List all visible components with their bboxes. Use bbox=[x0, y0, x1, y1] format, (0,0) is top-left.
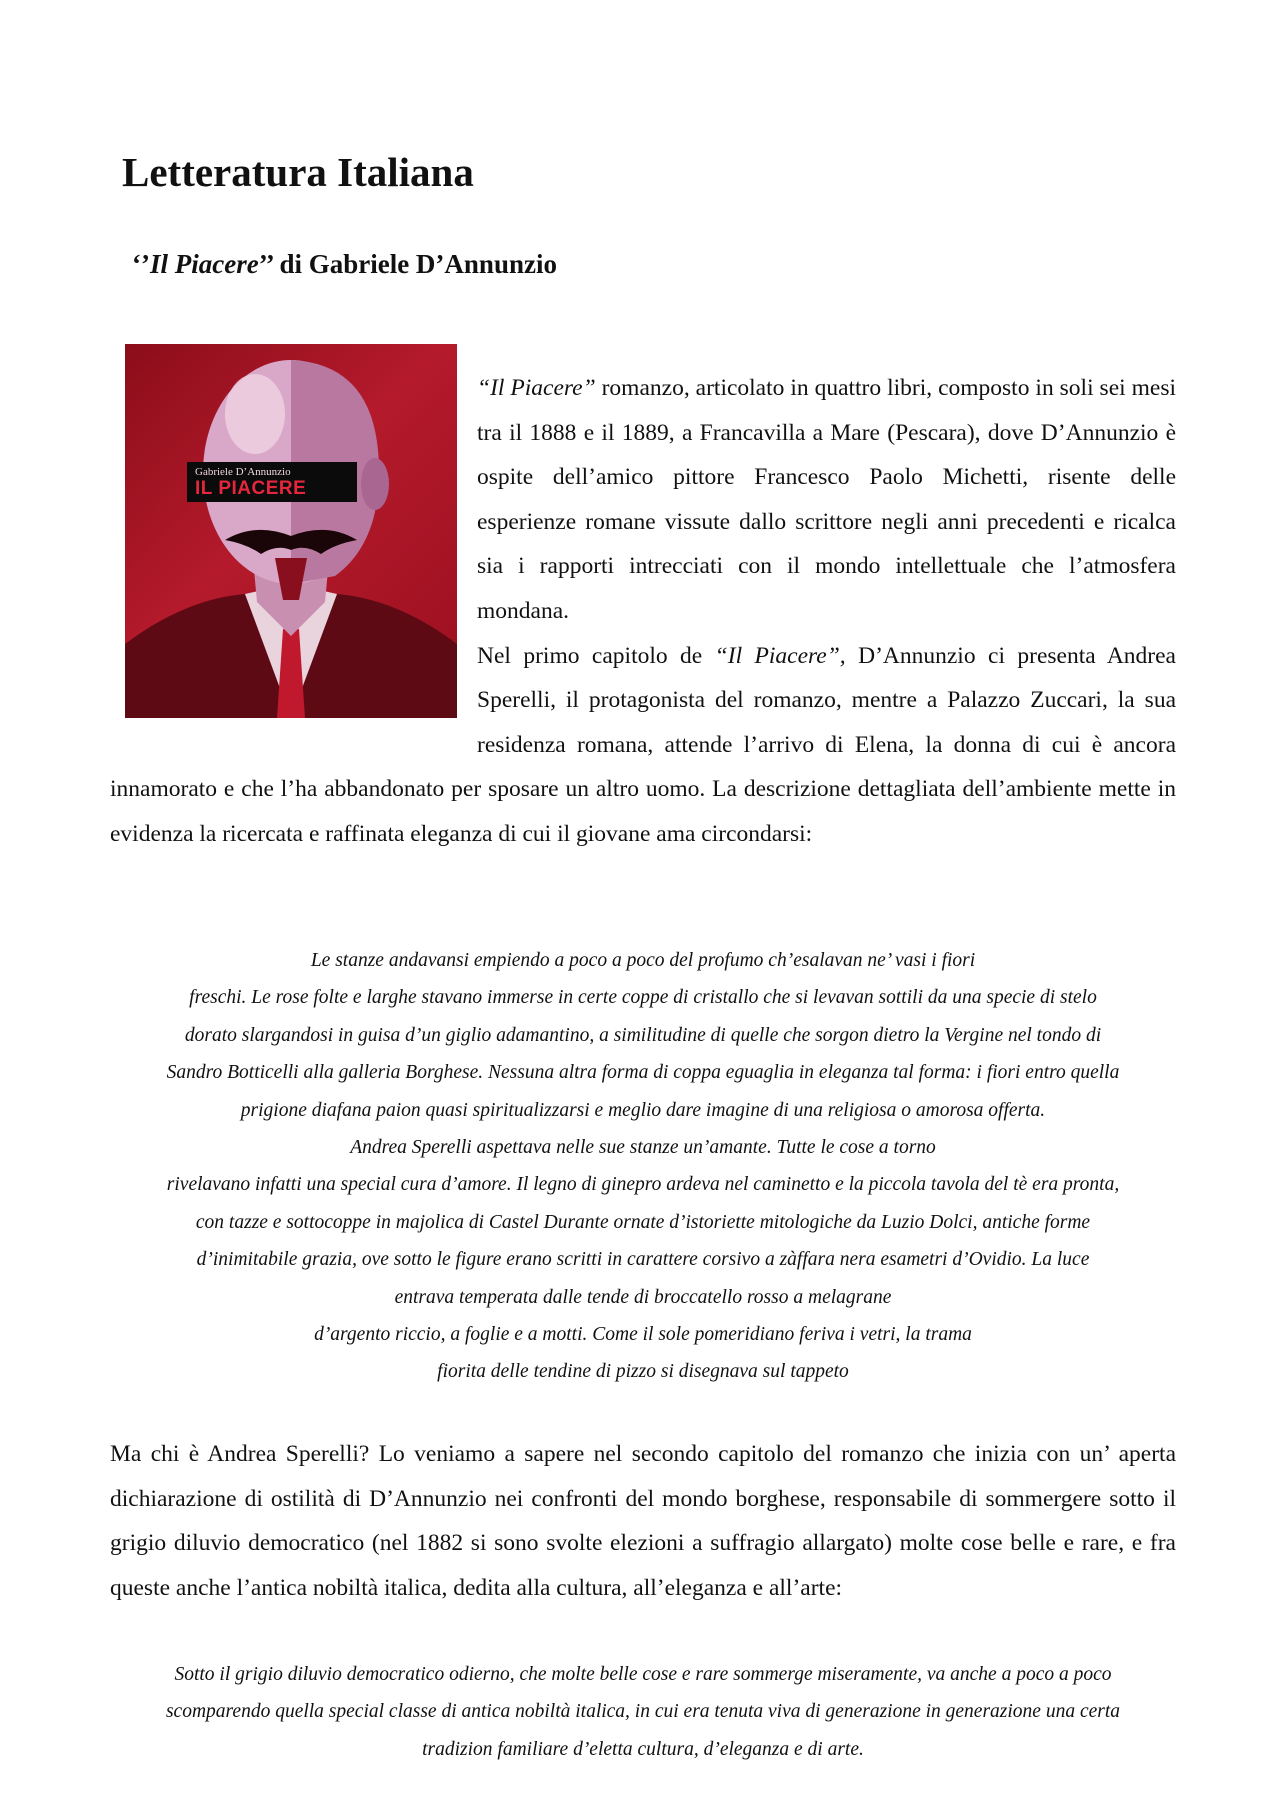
quote-line: Sotto il grigio diluvio democratico odierno, che molte belle cose e rare sommerge miseramente, va anche a poco a poco bbox=[174, 1664, 1112, 1685]
paragraph-2-italic: “Il Piacere”, bbox=[714, 642, 846, 669]
subtitle-work-title: Il Piacere bbox=[149, 249, 259, 279]
page-title: Letteratura Italiana bbox=[122, 149, 474, 195]
quote-line: tradizion familiare d’eletta cultura, d’eleganza e di arte. bbox=[422, 1738, 864, 1760]
quote-line: Sandro Botticelli alla galleria Borghese. Nessuna altra forma di coppa eguaglia in eleganza tal forma: i fiori entro quella bbox=[166, 1062, 1120, 1084]
quote-line: dorato slargandosi in guisa d’un giglio adamantino, a similitudine di quelle che sorgon dietro la Vergine nel tondo di bbox=[184, 1024, 1102, 1046]
cover-title-band bbox=[187, 462, 357, 502]
cover-author: Gabriele D’Annunzio bbox=[195, 466, 291, 478]
quote-line: Andrea Sperelli aspettava nelle sue stanze un’amante. Tutte le cose a torno bbox=[350, 1137, 936, 1159]
paragraph-2-after: D’Annunzio ci presenta Andrea Sperelli, il protagonista del romanzo, mentre a Palazzo Zuccari, la sua residenza romana, attende l’arrivo di Elena, la donna di cui è ancora innamorato e che l’ha abbandonato per sposare un altro uomo. La descrizione dettagliata dell’ambiente mette in evidenza la ricercata e raffinata eleganza di cui il giovane ama circondarsi: bbox=[110, 642, 1176, 847]
quote-line: d’argento riccio, a foglie e a motti. Come il sole pomeridiano feriva i vetri, la trama bbox=[314, 1324, 972, 1346]
quote-line: scomparendo quella special classe di antica nobiltà italica, in cui era tenuta viva di generazione in generazione una certa bbox=[165, 1701, 1121, 1723]
quote-line: rivelavano infatti una special cura d’amore. Il legno di ginepro ardeva nel caminetto e la piccola tavola del tè era pronta, bbox=[166, 1174, 1120, 1196]
quote-line: d’inimitabile grazia, ove sotto le figure erano scritti in carattere corsivo a zàffara nera esametri d’Ovidio. La luce bbox=[196, 1249, 1090, 1271]
cover-title: IL PIACERE bbox=[195, 478, 307, 499]
quote-line: entrava temperata dalle tende di broccatello rosso a melagrane bbox=[394, 1286, 892, 1308]
subtitle-author: di Gabriele D’Annunzio bbox=[272, 249, 557, 279]
paragraph-1-lead: “Il Piacere” bbox=[477, 375, 596, 401]
quote-line: prigione diafana paion quasi spiritualizzarsi e meglio dare imagine di una religiosa o amorosa offerta. bbox=[240, 1099, 1046, 1121]
quote-line: Le stanze andavansi empiendo a poco a poco del profumo ch’esalavan ne’ vasi i fiori bbox=[310, 950, 976, 971]
book-cover-image bbox=[125, 344, 457, 718]
quote-line: freschi. Le rose folte e larghe stavano immerse in certe coppe di cristallo che si levavan sottili da una specie di stelo bbox=[189, 987, 1097, 1009]
intro-text bbox=[110, 366, 1176, 857]
quote-block-1 bbox=[110, 942, 1176, 1391]
quote-line: fiorita delle tendine di pizzo si disegnava sul tappeto bbox=[437, 1361, 849, 1383]
paragraph-3: Ma chi è Andrea Sperelli? Lo veniamo a sapere nel secondo capitolo del romanzo che inizia con un’ aperta dichiarazione di ostilità di D’Annunzio nei confronti del mondo borghese, responsabile di sommergere sotto il grigio diluvio democratico (nel 1882 si sono svolte elezioni a suffragio allargato) molte cose belle e rare, e fra queste anche l’antica nobiltà italica, dedita alla cultura, all’eleganza e all’arte: bbox=[110, 1441, 1176, 1601]
quote-block-2 bbox=[110, 1656, 1176, 1768]
subtitle-quote-open: ‘’ bbox=[132, 249, 150, 279]
paragraph-1-text: romanzo, articolato in quattro libri, composto in soli sei mesi tra il 1888 e il 1889, a Francavilla a Mare (Pescara), dove D’Annunzio è ospite dell’amico pittore Francesco Paolo Michetti, risente delle esperienze romane vissute dallo scrittore negli anni precedenti e ricalca sia i rapporti intrecciati con il mondo intellettuale che l’atmosfera mondana. bbox=[477, 375, 1176, 624]
paragraph-2-before: Nel primo capitolo de bbox=[477, 642, 715, 669]
subtitle-quote-close: ’’ bbox=[258, 249, 273, 279]
page-subtitle bbox=[132, 248, 557, 280]
quote-line: con tazze e sottocoppe in majolica di Castel Durante ornate d’istoriette mitologiche da Luzio Dolci, antiche forme bbox=[195, 1211, 1091, 1233]
cover-portrait-illustration bbox=[125, 344, 457, 718]
